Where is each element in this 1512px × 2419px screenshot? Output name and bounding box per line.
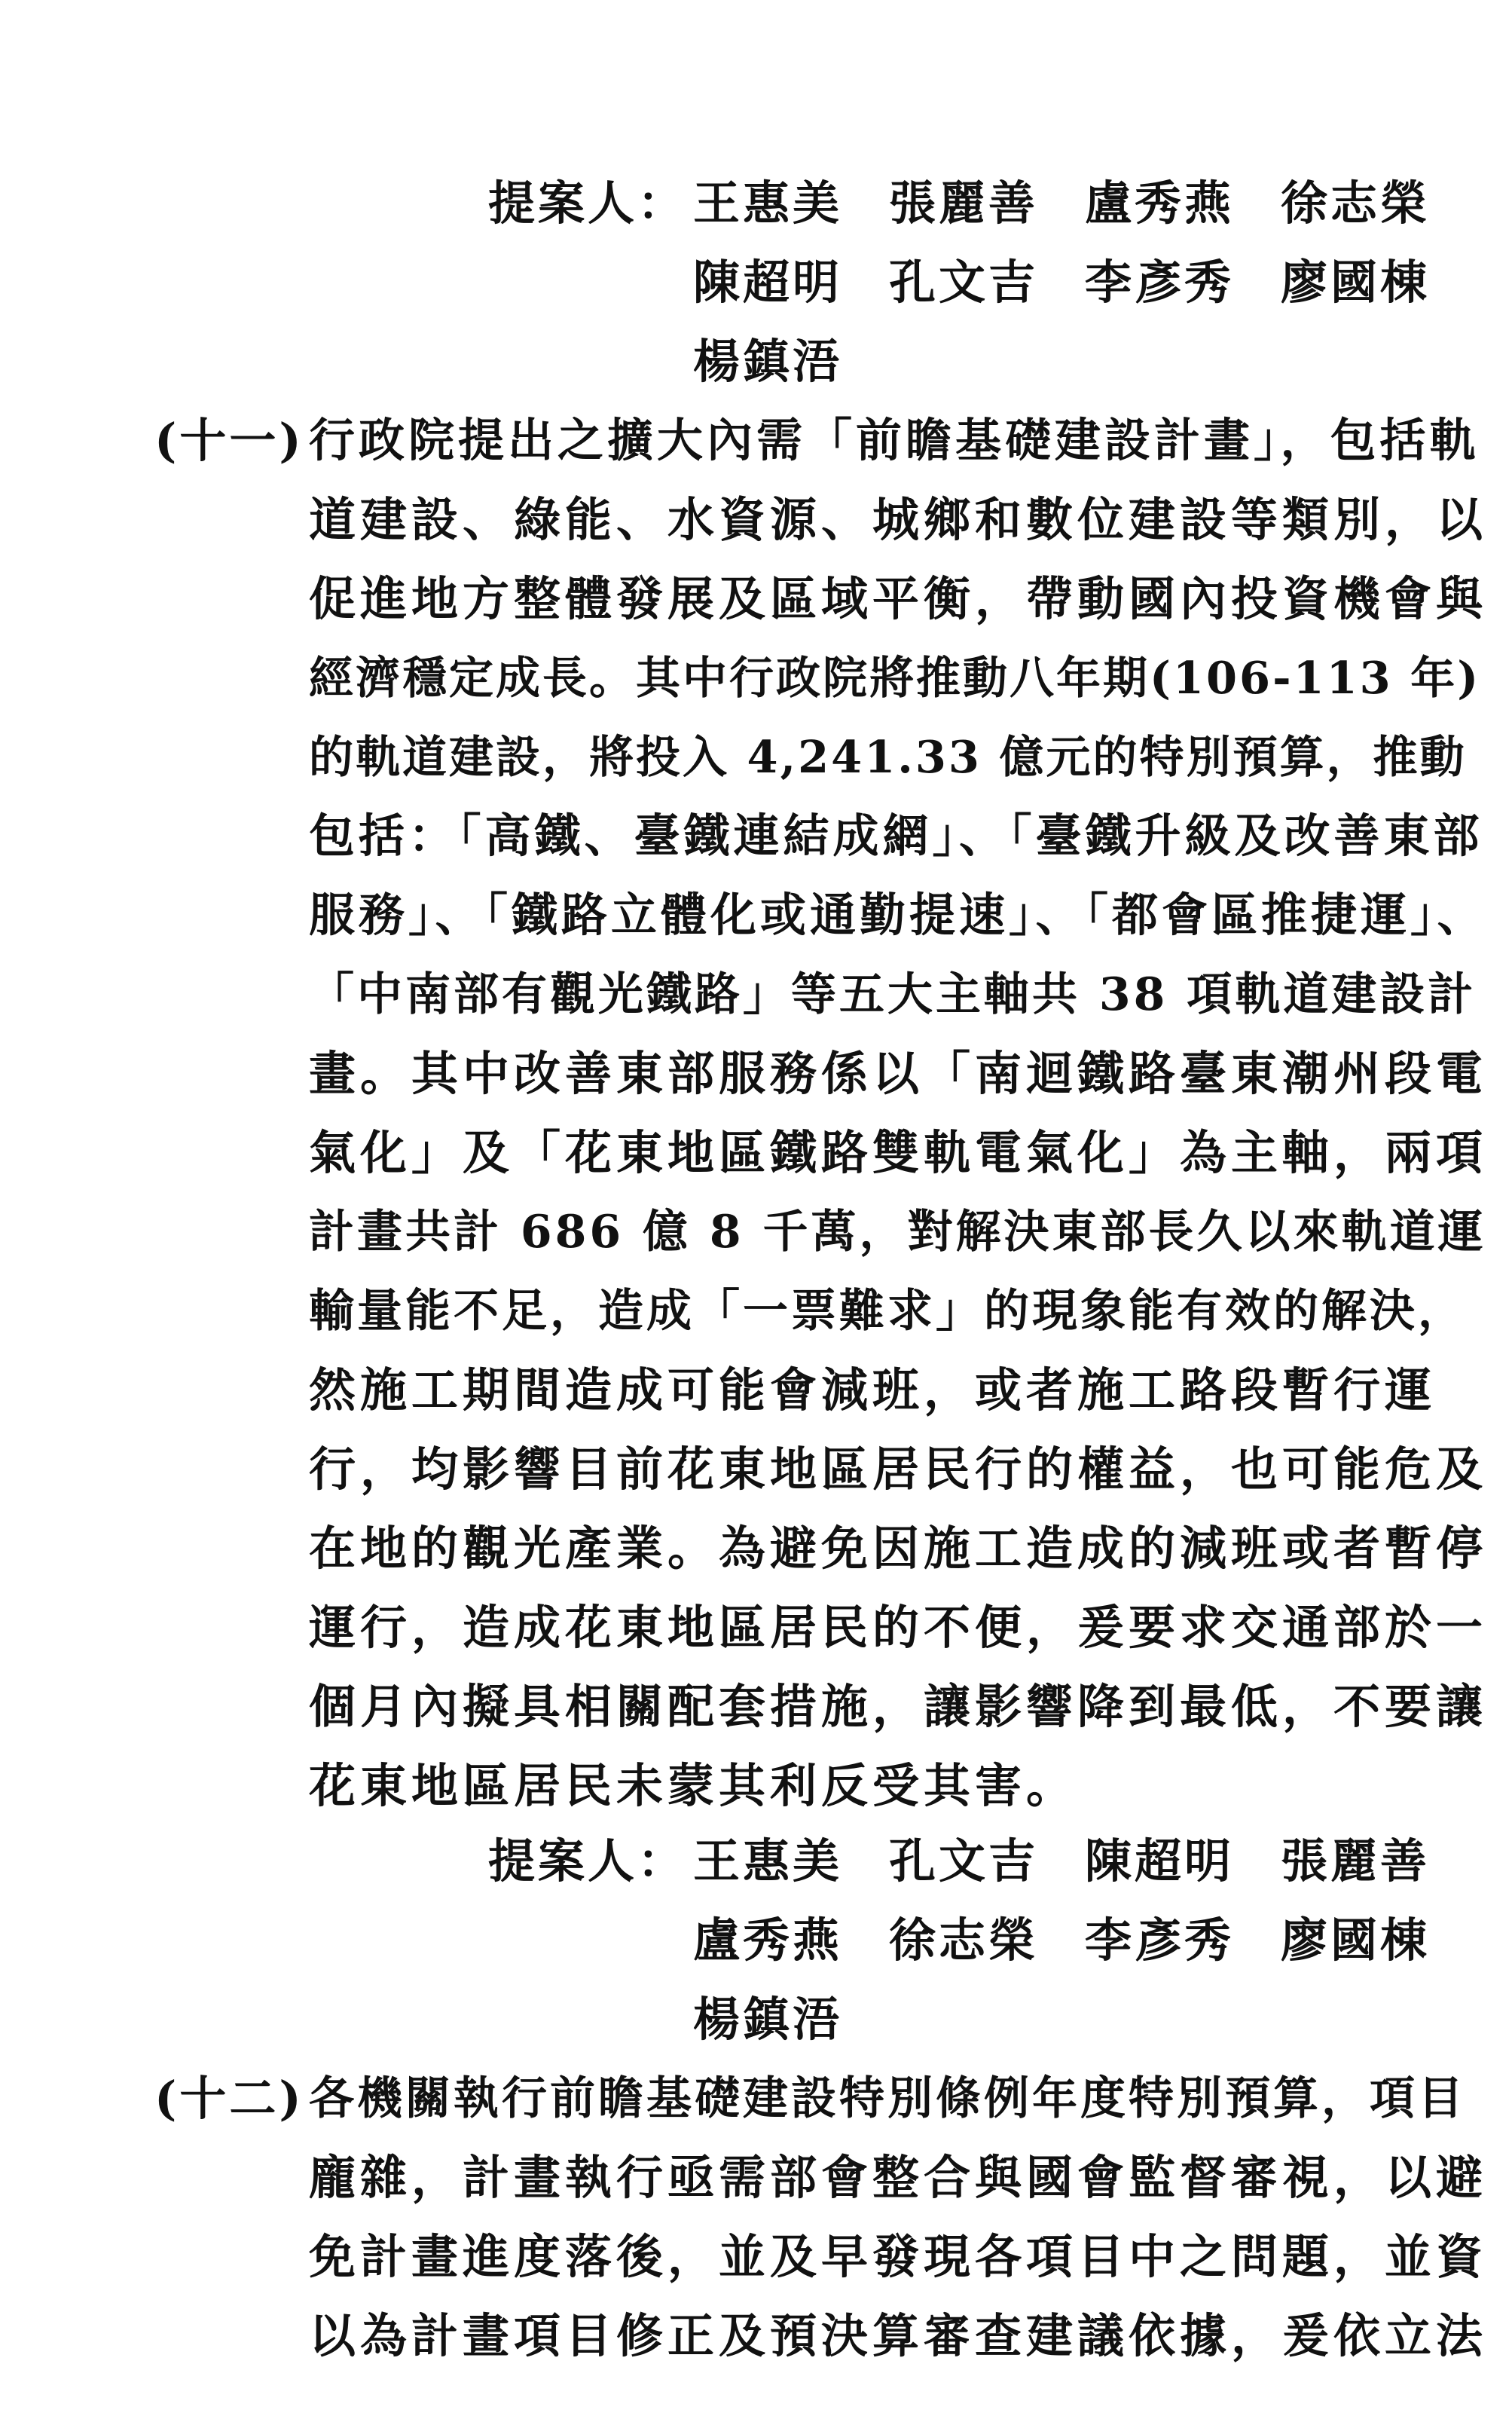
item11-line: 行政院提出之擴大內需「前瞻基礎建設計畫」，包括軌 <box>309 414 1480 467</box>
proposer-name: 楊鎮浯 <box>693 1992 843 2047</box>
proposer-name: 陳超明 <box>693 255 843 310</box>
proposer-name: 孔文吉 <box>889 1833 1039 1888</box>
proposer-name: 孔文吉 <box>889 255 1039 310</box>
proposer-label-1: 提案人： <box>488 176 688 231</box>
item11-line: 運行，造成花東地區居民的不便，爰要求交通部於一 <box>309 1600 1488 1655</box>
item11-line: 道建設、綠能、水資源、城鄉和數位建設等類別，以 <box>309 492 1488 547</box>
item11-line: 輸量能不足，造成「一票難求」的現象能有效的解決， <box>309 1285 1466 1338</box>
item11-line: 然施工期間造成可能會減班，或者施工路段暫行運 <box>309 1362 1437 1417</box>
item11-line: 經濟穩定成長。其中行政院將推動八年期(106-113 年) <box>309 652 1481 704</box>
item11-line: 氣化」及「花東地區鐵路雙軌電氣化」為主軸，兩項 <box>309 1125 1488 1180</box>
proposer-name: 楊鎮浯 <box>693 334 843 389</box>
item-number-12: (十二) <box>154 2071 304 2126</box>
item11-line: 包括：「高鐵、臺鐵連結成網」、「臺鐵升級及改善東部 <box>309 809 1483 863</box>
item11-line: 服務」、「鐵路立體化或通勤提速」、「都會區推捷運」、 <box>309 888 1487 942</box>
item11-line: 在地的觀光產業。為避免因施工造成的減班或者暫停 <box>309 1521 1488 1576</box>
proposer-name: 徐志榮 <box>1281 176 1431 231</box>
proposer-name: 盧秀燕 <box>693 1913 843 1968</box>
item11-line: 的軌道建設，將投入 4,241.33 億元的特別預算，推動 <box>309 731 1467 783</box>
proposer-name: 盧秀燕 <box>1085 176 1235 231</box>
proposer-name: 廖國棟 <box>1281 255 1431 310</box>
item12-line: 以為計畫項目修正及預決算審查建議依據，爰依立法 <box>309 2308 1488 2363</box>
proposer-name: 張麗善 <box>889 176 1039 231</box>
proposer-name: 王惠美 <box>693 176 843 231</box>
proposer-name: 張麗善 <box>1281 1833 1431 1888</box>
item11-line: 個月內擬具相關配套措施，讓影響降到最低，不要讓 <box>309 1679 1488 1734</box>
proposer-name: 李彥秀 <box>1085 255 1235 310</box>
proposer-label-2: 提案人： <box>488 1833 688 1888</box>
proposer-name: 陳超明 <box>1085 1833 1235 1888</box>
proposer-name: 李彥秀 <box>1085 1913 1235 1968</box>
proposer-name: 徐志榮 <box>889 1913 1039 1968</box>
proposer-name: 廖國棟 <box>1281 1913 1431 1968</box>
item-number-11: (十一) <box>154 413 304 468</box>
item11-line: 「中南部有觀光鐵路」等五大主軸共 38 項軌道建設計 <box>309 968 1477 1021</box>
proposer-name: 王惠美 <box>693 1833 843 1888</box>
item11-line: 計畫共計 686 億 8 千萬，對解決東部長久以來軌道運 <box>309 1206 1486 1258</box>
item11-line: 花東地區居民未蒙其利反受其害。 <box>309 1758 1078 1813</box>
item12-line: 免計畫進度落後，並及早發現各項目中之問題，並資 <box>309 2229 1488 2284</box>
item11-line: 行，均影響目前花東地區居民行的權益，也可能危及 <box>309 1442 1488 1497</box>
item12-line: 龐雜，計畫執行亟需部會整合與國會監督審視，以避 <box>309 2150 1488 2205</box>
item11-line: 促進地方整體發展及區域平衡，帶動國內投資機會與 <box>309 571 1488 626</box>
item11-line: 畫。其中改善東部服務係以「南迴鐵路臺東潮州段電 <box>309 1046 1488 1101</box>
item12-line: 各機關執行前瞻基礎建設特別條例年度特別預算，項目 <box>309 2072 1466 2125</box>
